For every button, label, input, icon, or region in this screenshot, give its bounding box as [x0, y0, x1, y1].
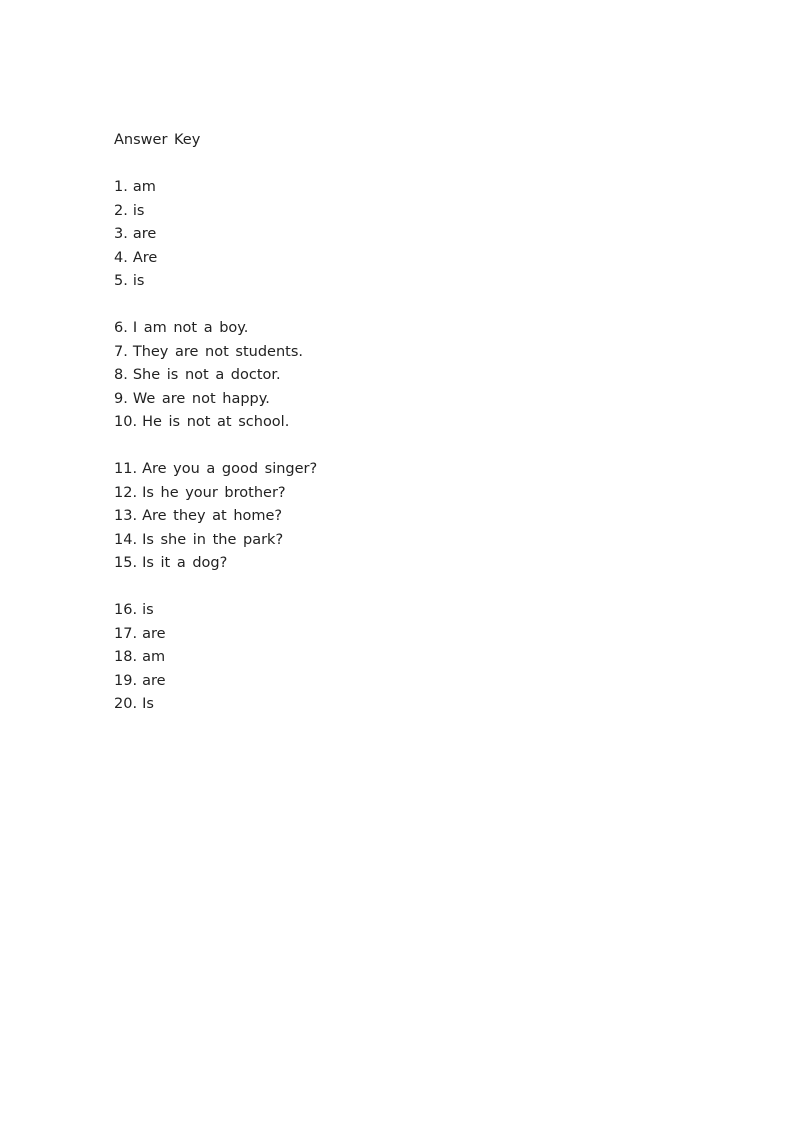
answer-item [114, 223, 714, 247]
answer-number: 20. [114, 696, 138, 712]
answer-text: They are not students. [132, 343, 304, 360]
answer-text: are [132, 226, 157, 242]
answer-number: 5. [114, 273, 128, 289]
answer-item [114, 388, 714, 412]
answer-section-2 [114, 317, 714, 435]
answer-item [114, 552, 714, 576]
answer-item [114, 341, 714, 365]
answer-text: am [142, 649, 166, 665]
answer-number: 15. [114, 555, 138, 571]
answer-number: 6. [114, 320, 128, 336]
answer-item [114, 317, 714, 341]
answer-text: I am not a boy. [132, 320, 249, 336]
answer-number: 4. [114, 249, 128, 266]
answer-text: Is [142, 696, 154, 712]
answer-text: are [142, 625, 166, 642]
section-gap [114, 153, 714, 177]
answer-number: 13. [114, 508, 138, 524]
answer-key-content [114, 129, 714, 717]
answer-item [114, 693, 714, 717]
answer-text: is [132, 273, 145, 289]
page-title: Answer Key [114, 132, 201, 148]
answer-item [114, 482, 714, 506]
answer-number: 16. [114, 602, 138, 618]
answer-item [114, 529, 714, 553]
answer-item [114, 505, 714, 529]
answer-text: is [142, 602, 154, 618]
answer-number: 11. [114, 461, 138, 477]
answer-number: 17. [114, 625, 138, 642]
answer-number: 3. [114, 226, 128, 242]
answer-section-3 [114, 458, 714, 576]
answer-item [114, 623, 714, 647]
answer-text: Is she in the park? [142, 531, 284, 548]
answer-number: 10. [114, 414, 138, 430]
answer-number: 8. [114, 367, 128, 383]
answer-text: He is not at school. [142, 414, 290, 430]
answer-item [114, 646, 714, 670]
answer-item [114, 364, 714, 388]
answer-text: am [132, 179, 156, 195]
answer-section-4 [114, 599, 714, 717]
answer-item [114, 411, 714, 435]
answer-number: 18. [114, 649, 138, 665]
answer-text: is [132, 202, 145, 219]
answer-number: 1. [114, 179, 128, 195]
answer-text: Are you a good singer? [142, 461, 318, 477]
answer-text: We are not happy. [132, 390, 270, 407]
answer-number: 2. [114, 202, 128, 219]
answer-text: Are they at home? [142, 508, 283, 524]
answer-item [114, 200, 714, 224]
answer-number: 7. [114, 343, 128, 360]
answer-item [114, 458, 714, 482]
answer-number: 9. [114, 390, 128, 407]
answer-text: Are [132, 249, 158, 266]
answer-number: 12. [114, 484, 138, 501]
answer-text: Is he your brother? [142, 484, 286, 501]
answer-text: She is not a doctor. [132, 367, 281, 383]
answer-item [114, 599, 714, 623]
section-gap [114, 576, 714, 600]
section-gap [114, 435, 714, 459]
answer-text: are [142, 672, 166, 689]
answer-section-1 [114, 176, 714, 294]
answer-item [114, 176, 714, 200]
answer-text: Is it a dog? [142, 555, 228, 571]
section-gap [114, 294, 714, 318]
answer-item [114, 670, 714, 694]
answer-item [114, 247, 714, 271]
answer-number: 14. [114, 531, 138, 548]
answer-item [114, 270, 714, 294]
answer-number: 19. [114, 672, 138, 689]
